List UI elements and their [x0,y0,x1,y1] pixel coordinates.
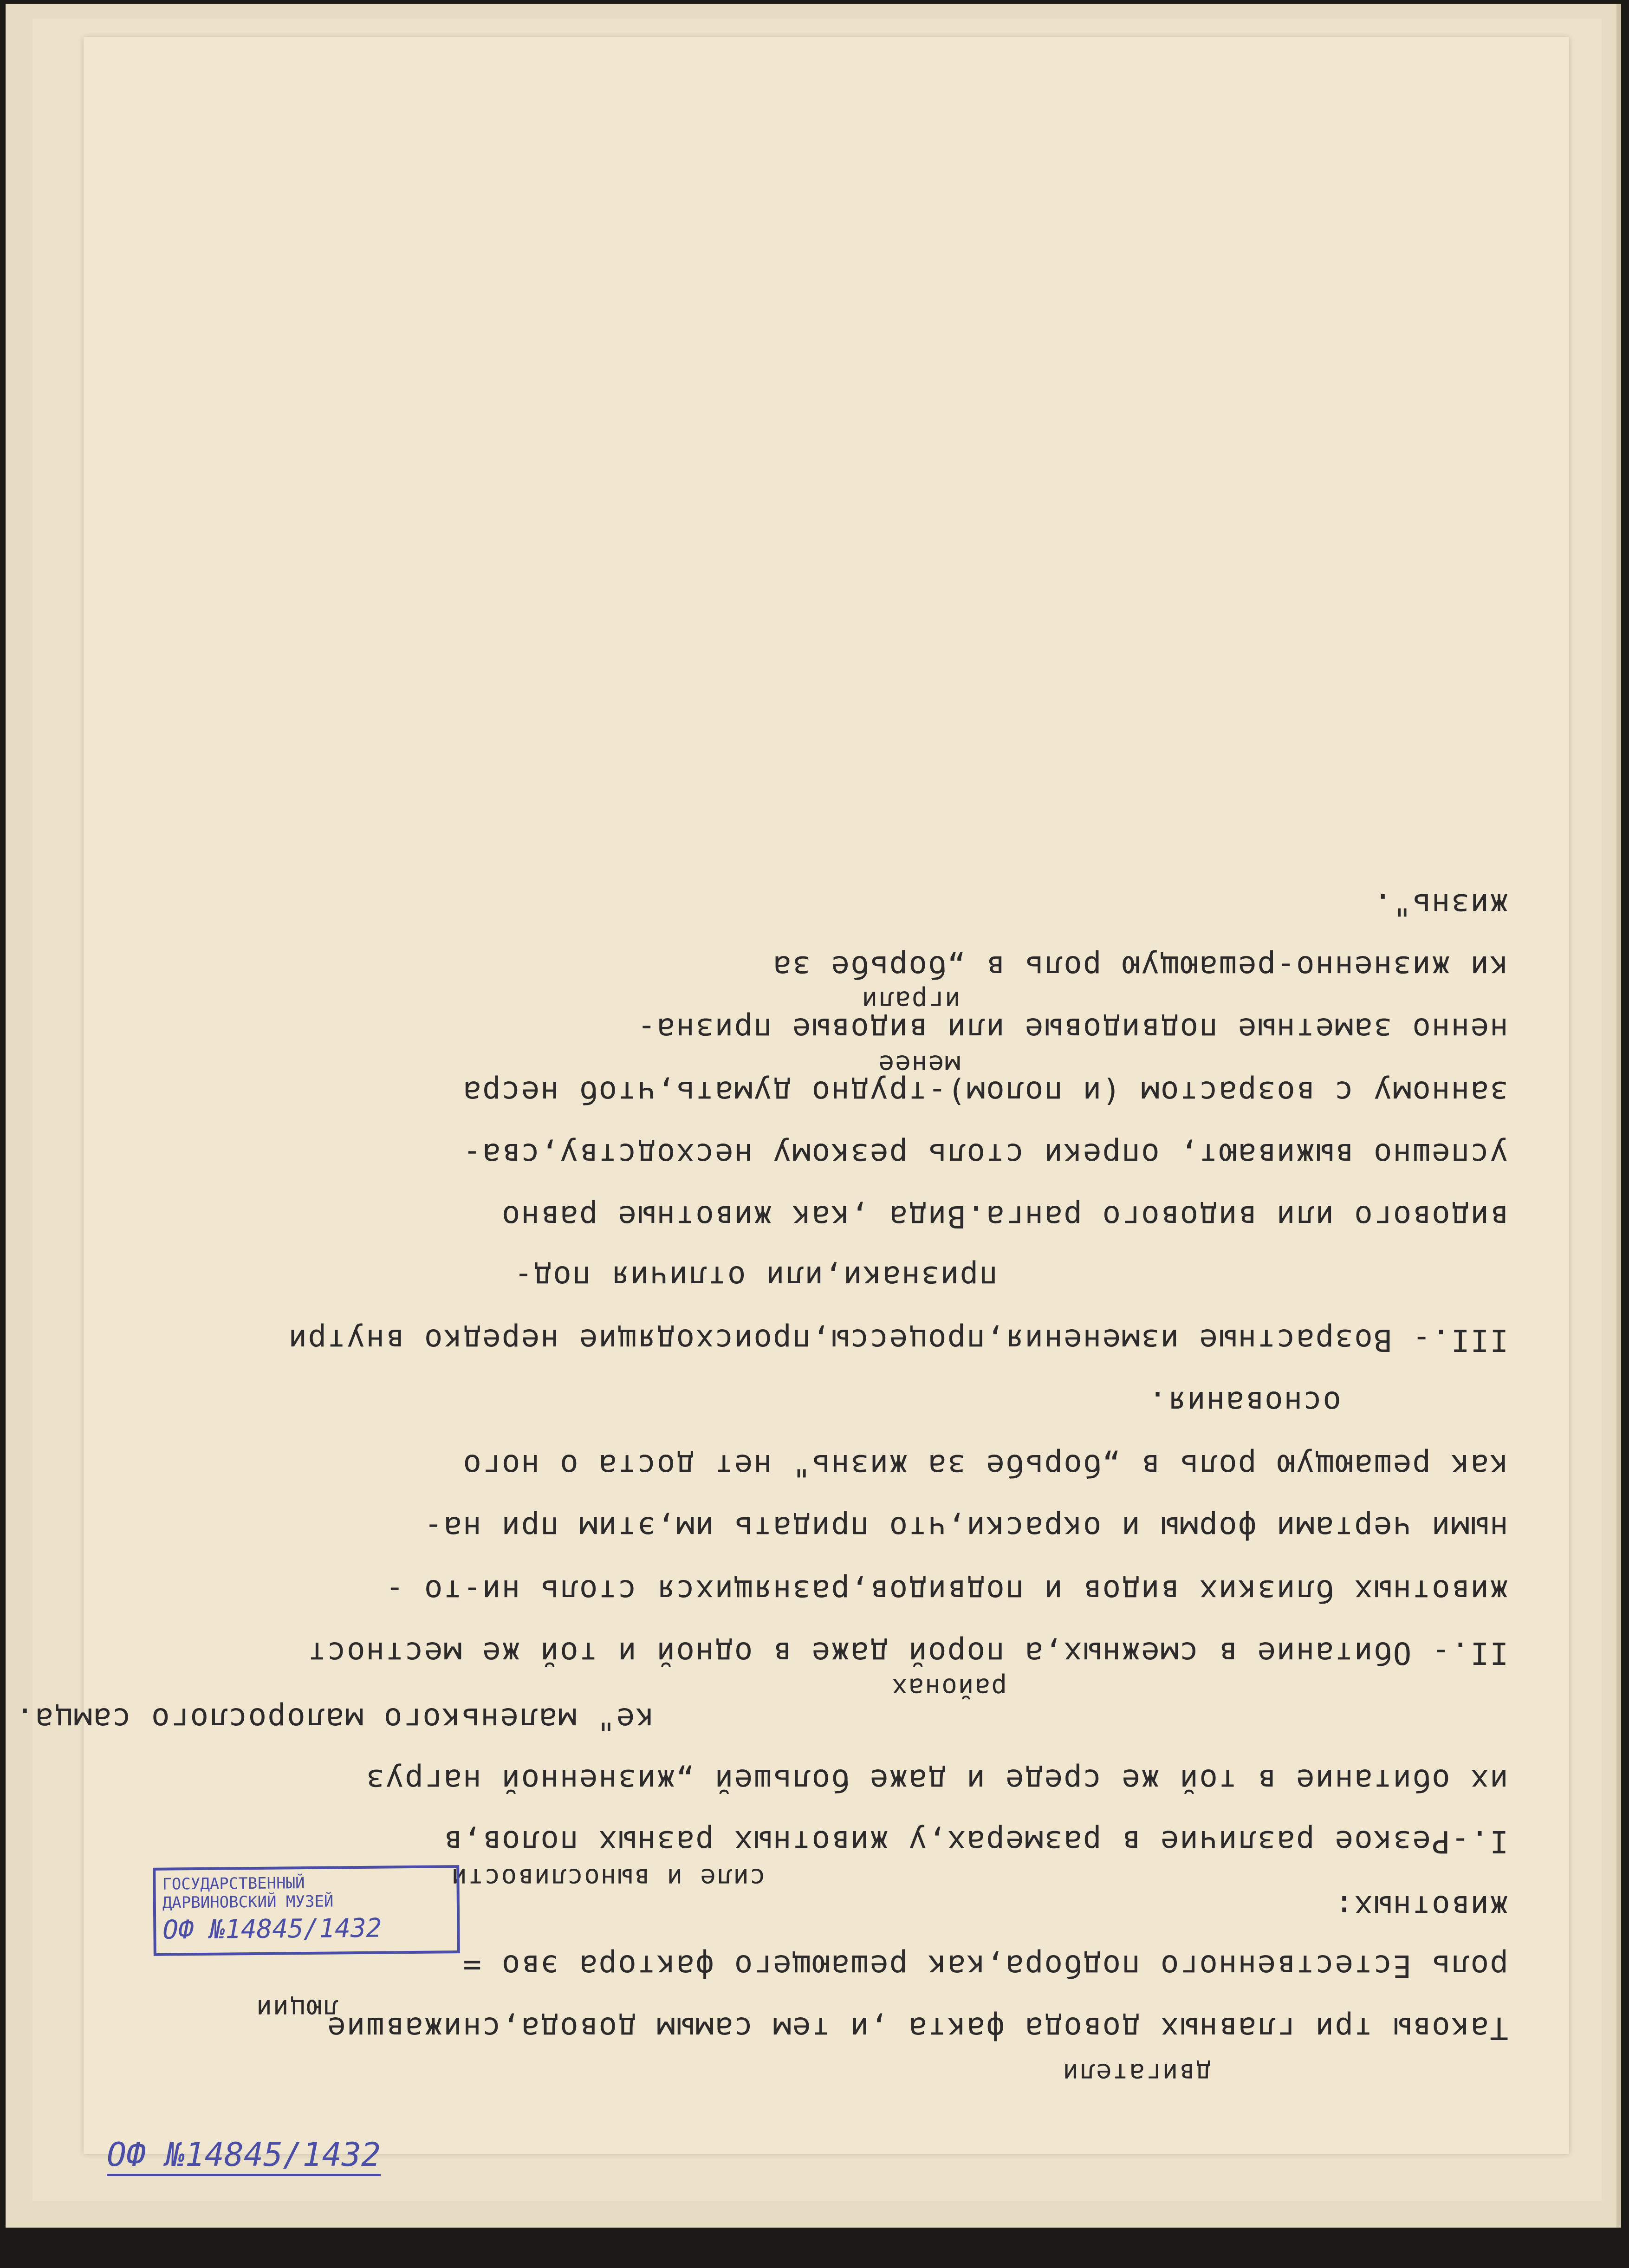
typed-line: ке" маленького малорослого самца. [14,1701,654,1737]
typed-line: видового или видового ранга.Вида ,как животные равно [500,1199,1508,1235]
typed-line: занному с возрастом (и полом)-трудно думать,чтоб несра [462,1074,1508,1110]
inventory-number-stamp: ОФ №14845/1432 [107,2136,381,2176]
typed-line: как решающую роль в „борьбе за жизнь" нет доста о ного [462,1448,1508,1483]
typed-line: животных: [1334,1889,1508,1924]
typed-line: Таковы три главных довода факта ,и тем самым довода,снижавшие [326,2010,1508,2046]
typed-line: основания. [1147,1384,1341,1420]
stamp-number: ОФ №14845/1432 [162,1913,382,1945]
typed-line: признаки,или отличия под- [513,1259,998,1295]
typed-line: ными чертами формы и окраски,что придать им,этим при на- [423,1510,1508,1546]
typed-line: ки жизненно-решающую роль в „борьбе за [772,949,1508,985]
typed-line: III.- Возрастные изменения,процессы,происходящие нередко внутри [287,1322,1508,1358]
typed-line: двигатели [1062,2058,1211,2088]
typed-line: районах [890,1672,1007,1703]
typed-line: менее [877,1049,961,1079]
typed-line: I.-Резкое различие в размерах,у животных разных полов,в [442,1824,1508,1859]
typed-line: II.- Обитание в смежных,а порой даже в одной и той же местност [307,1635,1508,1671]
typed-line: ненно заметные подвидовые или видовые призна- [636,1011,1508,1047]
typed-line: жизнь". [1372,887,1508,923]
typed-line: успешно выживают, опреки столь резкому несходству,сва- [462,1137,1508,1172]
museum-stamp [153,1865,460,1956]
stamp-line-2: ДАРВИНОВСКИЙ МУЗЕЙ [162,1892,334,1912]
stamp-line-1: ГОСУДАРСТВЕННЫЙ [162,1874,305,1894]
typed-line: роль Естественного подбора,как решающего фактора эво = [462,1948,1508,1984]
typed-line: животных близких видов и подвидов,разнящихся столь ни-то - [384,1573,1508,1609]
typed-line: люции [255,1994,338,2024]
typed-sheet [84,37,1569,2154]
typed-line: их обитание в той же среде и даже большей „жизненной нагруз [365,1762,1508,1798]
typed-line: играли [861,985,961,1015]
typed-line: силе и выносливости [450,1863,766,1893]
